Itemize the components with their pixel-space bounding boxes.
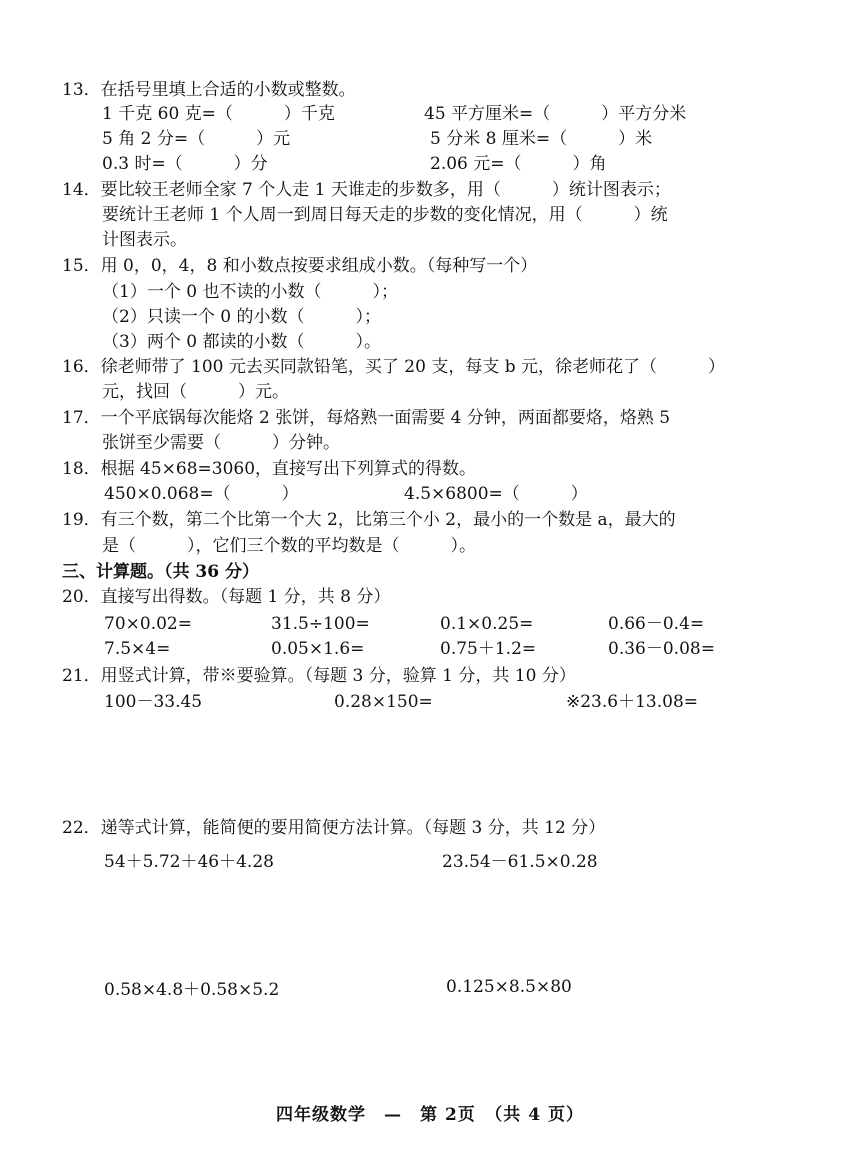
q20-item: 0.66－0.4=	[608, 614, 705, 634]
q13-title: 13．在括号里填上合适的小数或整数。	[62, 80, 356, 100]
q15-title: 15．用 0，0，4，8 和小数点按要求组成小数。（每种写一个）	[62, 256, 538, 276]
q16-line-2: 元，找回（ ）元。	[102, 382, 289, 402]
q20-item: 0.05×1.6=	[271, 639, 365, 659]
q15-item-3: （3）两个 0 都读的小数（ ）。	[102, 332, 381, 352]
q21-item: 100－33.45	[104, 692, 203, 712]
q20-item: 0.75＋1.2=	[440, 639, 537, 659]
q20-item: 0.1×0.25=	[440, 614, 534, 634]
q17-line-1: 17．一个平底锅每次能烙 2 张饼，每烙熟一面需要 4 分钟，两面都要烙，烙熟 5	[62, 408, 671, 428]
q16-line-1: 16．徐老师带了 100 元去买同款铅笔，买了 20 支，每支 b 元，徐老师花了（ ）	[62, 357, 726, 377]
q13-item-b: 45 平方厘米=（ ）平方分米	[424, 104, 687, 124]
q18-item-a: 450×0.068=（ ）	[104, 484, 299, 504]
q19-line-2: 是（ ），它们三个数的平均数是（ ）。	[102, 536, 476, 556]
q20-item: 31.5÷100=	[271, 614, 370, 634]
q21-title: 21．用竖式计算，带※要验算。（每题 3 分，验算 1 分，共 10 分）	[62, 666, 576, 686]
section-3-title: 三、计算题。（共 36 分）	[62, 562, 259, 582]
q21-item: 0.28×150=	[334, 692, 433, 712]
q14-line-1: 14．要比较王老师全家 7 个人走 1 天谁走的步数多，用（ ）统计图表示；	[62, 180, 671, 200]
q22-item: 54＋5.72＋46＋4.28	[104, 852, 274, 872]
page-footer: 四年级数学 — 第 2页 （共 4 页）	[276, 1105, 584, 1125]
q13-item-a: 1 千克 60 克=（ ）千克	[102, 104, 335, 124]
q14-line-3: 计图表示。	[102, 230, 187, 250]
q22-item: 0.125×8.5×80	[446, 977, 572, 997]
q13-item-c: 5 角 2 分=（ ）元	[102, 129, 291, 149]
q14-line-2: 要统计王老师 1 个人周一到周日每天走的步数的变化情况，用（ ）统	[102, 205, 668, 225]
q20-title: 20．直接写出得数。（每题 1 分，共 8 分）	[62, 587, 391, 607]
q15-item-2: （2）只读一个 0 的小数（ ）；	[102, 307, 381, 327]
q13-item-e: 0.3 时=（ ）分	[102, 154, 268, 174]
q18-item-b: 4.5×6800=（ ）	[404, 484, 588, 504]
q18-title: 18．根据 45×68=3060，直接写出下列算式的得数。	[62, 459, 477, 479]
q21-item: ※23.6＋13.08=	[566, 692, 699, 712]
q13-item-f: 2.06 元=（ ）角	[430, 154, 607, 174]
q20-item: 70×0.02=	[104, 614, 192, 634]
q13-item-d: 5 分米 8 厘米=（ ）米	[430, 129, 653, 149]
q20-item: 0.36－0.08=	[608, 639, 715, 659]
q19-line-1: 19．有三个数，第二个比第一个大 2，比第三个小 2，最小的一个数是 a，最大的	[62, 510, 676, 530]
q22-title: 22．递等式计算，能简便的要用简便方法计算。（每题 3 分，共 12 分）	[62, 818, 606, 838]
q22-item: 23.54－61.5×0.28	[442, 852, 598, 872]
q22-item: 0.58×4.8＋0.58×5.2	[104, 980, 280, 1000]
q15-item-1: （1）一个 0 也不读的小数（ ）；	[102, 282, 398, 302]
q20-item: 7.5×4=	[104, 639, 171, 659]
q17-line-2: 张饼至少需要（ ）分钟。	[102, 433, 340, 453]
